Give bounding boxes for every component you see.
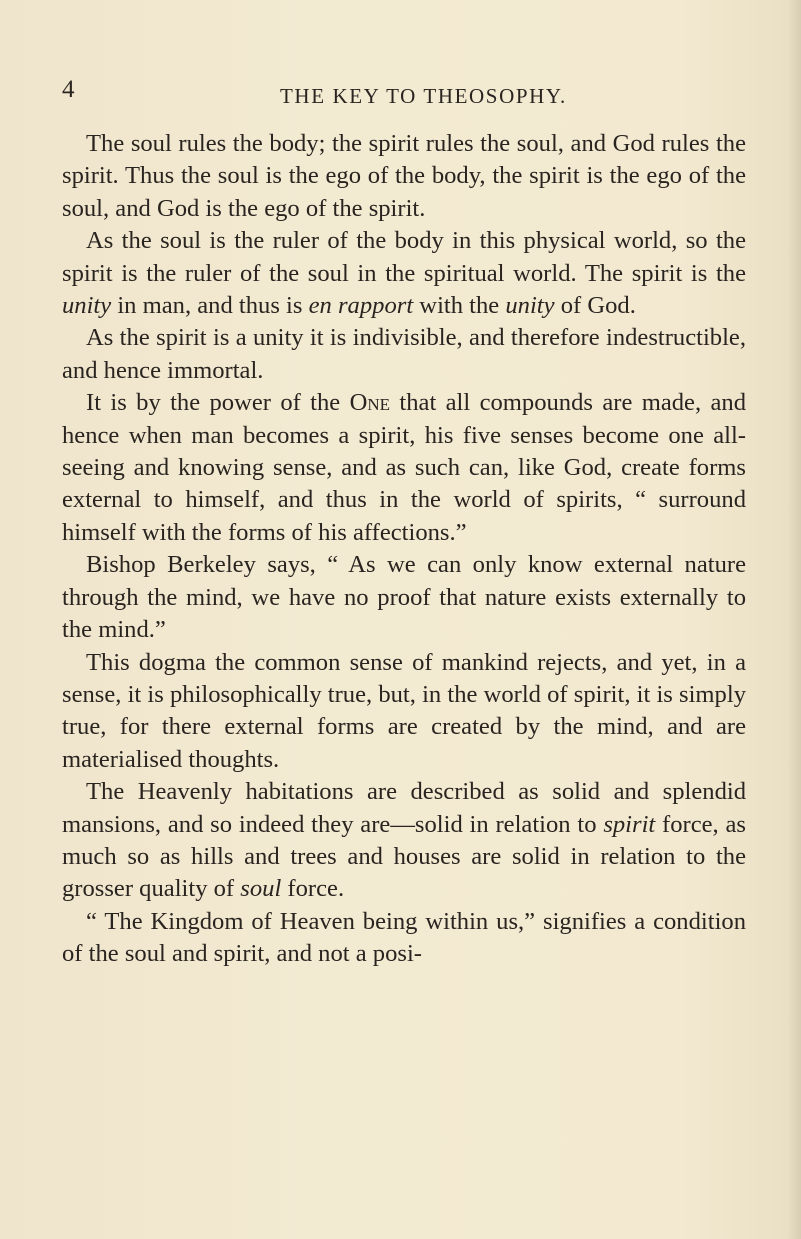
italic-term: soul (240, 875, 282, 903)
paragraph-6 (62, 647, 746, 777)
italic-term: unity (505, 292, 555, 320)
paragraph-text: It is by the power of the (86, 389, 350, 417)
page-header (0, 76, 801, 116)
paragraph-text: force, as much so as hills and trees and houses are solid in relation to the grosser quality of (62, 810, 746, 903)
body-text (62, 128, 746, 971)
paragraph-text: The Heavenly habitations are described as solid and splendid mansions, and so indeed they are—solid in relation to (62, 778, 746, 838)
paragraph-text: As the soul is the ruler of the body in this physical world, so the spirit is the ruler of the soul in the spiritual world. The spirit is the (62, 227, 746, 287)
paragraph-text: As the spirit is a unity it is indivisible, and therefore indestructible, and hence immortal. (62, 324, 746, 384)
running-head: THE KEY TO THEOSOPHY. (280, 84, 567, 108)
paragraph-text: force. (281, 875, 345, 903)
paragraph-text: “ The Kingdom of Heaven being within us,” signifies a condition of the soul and spirit, and not a posi- (62, 907, 746, 968)
paragraph-7 (62, 776, 746, 906)
paragraph-1 (62, 128, 746, 225)
paragraph-text: The soul rules the body; the spirit rules the soul, and God rules the spirit. Thus the soul is the ego of the body, the spirit is the ego of the soul, and God is the ego of the spirit. (62, 130, 746, 222)
paragraph-text: This dogma the common sense of mankind rejects, and yet, in a sense, it is philosophically true, but, in the world of spirit, it is simply true, for there external forms are created by the mind, and are materialised thoughts. (62, 648, 746, 773)
paragraph-text: with the (413, 292, 506, 320)
paragraph-4 (62, 387, 746, 549)
page-number: 4 (62, 76, 75, 103)
paragraph-text: in man, and thus is (111, 292, 309, 320)
italic-term: en rapport (308, 292, 414, 320)
italic-term: unity (62, 292, 112, 320)
paragraph-5 (62, 549, 746, 646)
page-edge-shadow (787, 0, 801, 1239)
italic-term: spirit (603, 810, 656, 838)
paragraph-text: Bishop Berkeley says, “ As we can only know external nature through the mind, we have no proof that nature exists externally to the mind.” (62, 551, 746, 644)
paragraph-8 (62, 906, 746, 971)
paragraph-2 (62, 225, 746, 322)
paragraph-text: of God. (554, 292, 636, 320)
paragraph-3 (62, 322, 746, 387)
paragraph-text: that all compounds are made, and hence when man becomes a spirit, his five senses become one all-seeing and knowing sense, and as such can, like God, create forms external to himself, and thus in the world of spirits, “ surround himself with the forms of his affections.” (62, 389, 746, 546)
small-caps-term: One (349, 389, 391, 417)
